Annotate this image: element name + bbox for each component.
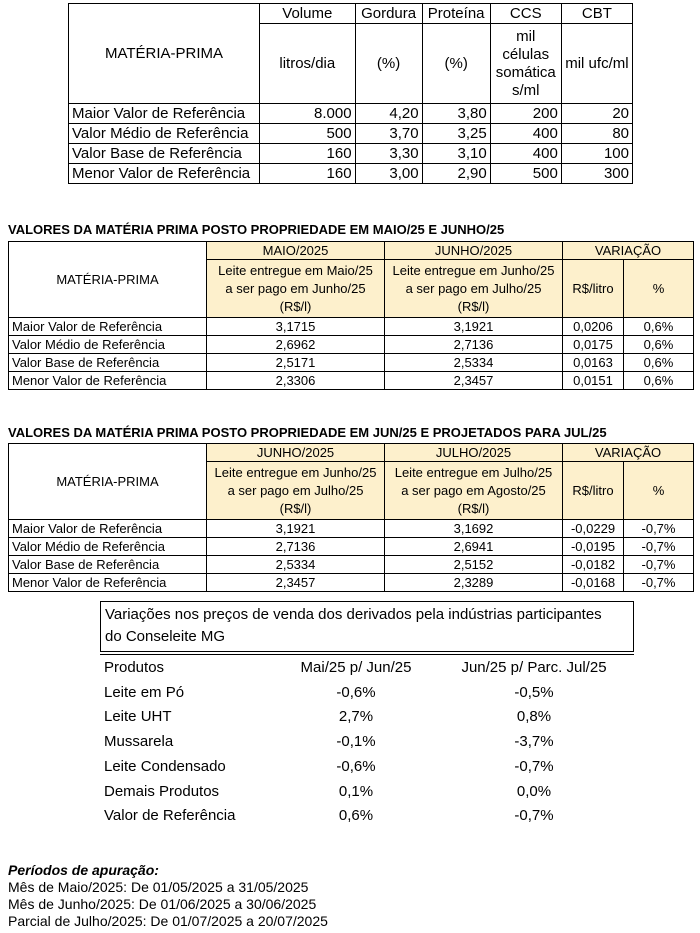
col-header-gordura: Gordura <box>355 4 422 24</box>
table-row: Valor Médio de Referência 2,7136 2,6941 -0,0195 -0,7% <box>9 538 694 556</box>
period-line: Parcial de Julho/2025: De 01/07/2025 a 20/07/2025 <box>8 913 328 929</box>
col-header-cbt: CBT <box>561 4 632 24</box>
unit-volume: litros/dia <box>260 24 356 104</box>
col-header-junho: JUNHO/2025 <box>385 242 563 260</box>
section-title-maio-junho: VALORES DA MATÉRIA PRIMA POSTO PROPRIEDADE EM MAIO/25 E JUNHO/25 <box>8 222 505 237</box>
table-row: Menor Valor de Referência 160 3,00 2,90 500 300 <box>69 164 633 184</box>
table-row: Leite UHT 2,7% 0,8% <box>104 708 552 726</box>
row-header: MATÉRIA-PRIMA <box>9 444 207 520</box>
sub-header-rs-litro: R$/litro <box>563 260 624 318</box>
sub-header-rs-litro: R$/litro <box>563 462 624 520</box>
table-row: Maior Valor de Referência 8.000 4,20 3,80 200 20 <box>69 104 633 124</box>
col-header-maio: MAIO/2025 <box>207 242 385 260</box>
unit-ccs: mil células somática s/ml <box>490 24 561 104</box>
table-row: Valor de Referência 0,6% -0,7% <box>104 807 554 825</box>
table-row: Maior Valor de Referência 3,1715 3,1921 0,0206 0,6% <box>9 318 694 336</box>
col-header-proteina: Proteína <box>422 4 490 24</box>
table-row: Valor Base de Referência 2,5171 2,5334 0,0163 0,6% <box>9 354 694 372</box>
periods-footer <box>8 862 328 930</box>
unit-proteina: (%) <box>422 24 490 104</box>
prices-jun-jul-table <box>8 443 694 592</box>
sub-header-julho: Leite entregue em Julho/25 a ser pago em Agosto/25 (R$/l) <box>385 462 563 520</box>
table-row: Menor Valor de Referência 2,3306 2,3457 0,0151 0,6% <box>9 372 694 390</box>
table-row: Menor Valor de Referência 2,3457 2,3289 -0,0168 -0,7% <box>9 574 694 592</box>
row-header: MATÉRIA-PRIMA <box>69 4 260 104</box>
reference-parameters-table <box>68 3 633 184</box>
derivatives-caption: Variações nos preços de venda dos derivados pela indústrias participantes do Conseleite MG <box>100 601 634 652</box>
table-row: Valor Médio de Referência 500 3,70 3,25 400 80 <box>69 124 633 144</box>
table-row: Maior Valor de Referência 3,1921 3,1692 -0,0229 -0,7% <box>9 520 694 538</box>
col-header-variacao: VARIAÇÃO <box>563 242 694 260</box>
periods-heading: Períodos de apuração: <box>8 862 159 878</box>
table-row: Valor Base de Referência 2,5334 2,5152 -0,0182 -0,7% <box>9 556 694 574</box>
col-header-variacao: VARIAÇÃO <box>563 444 694 462</box>
table-row: Demais Produtos 0,1% 0,0% <box>104 782 552 800</box>
unit-cbt: mil ufc/ml <box>561 24 632 104</box>
derivatives-variation-table <box>100 656 634 829</box>
col-header-junho: JUNHO/2025 <box>207 444 385 462</box>
divider <box>100 654 634 655</box>
sub-header-junho: Leite entregue em Junho/25 a ser pago em Julho/25 (R$/l) <box>207 462 385 520</box>
table-row: Leite Condensado -0,6% -0,7% <box>104 757 554 775</box>
col-header-julho: JULHO/2025 <box>385 444 563 462</box>
period-line: Mês de Maio/2025: De 01/05/2025 a 31/05/2025 <box>8 879 309 895</box>
table-row: Leite em Pó -0,6% -0,5% <box>104 683 554 701</box>
col-header-ccs: CCS <box>490 4 561 24</box>
sub-header-percent: % <box>624 462 694 520</box>
sub-header-percent: % <box>624 260 694 318</box>
table-header-row: Produtos Mai/25 p/ Jun/25 Jun/25 p/ Parc. Jul/25 <box>104 659 607 676</box>
table-row: Valor Base de Referência 160 3,30 3,10 400 100 <box>69 144 633 164</box>
row-header: MATÉRIA-PRIMA <box>9 242 207 318</box>
table-row: Mussarela -0,1% -3,7% <box>104 733 554 751</box>
unit-gordura: (%) <box>355 24 422 104</box>
col-header-volume: Volume <box>260 4 356 24</box>
section-title-jun-jul: VALORES DA MATÉRIA PRIMA POSTO PROPRIEDADE EM JUN/25 E PROJETADOS PARA JUL/25 <box>8 425 607 440</box>
sub-header-maio: Leite entregue em Maio/25 a ser pago em Junho/25 (R$/l) <box>207 260 385 318</box>
table-row: Valor Médio de Referência 2,6962 2,7136 0,0175 0,6% <box>9 336 694 354</box>
prices-maio-junho-table <box>8 241 694 390</box>
period-line: Mês de Junho/2025: De 01/06/2025 a 30/06/2025 <box>8 896 317 912</box>
sub-header-junho: Leite entregue em Junho/25 a ser pago em Julho/25 (R$/l) <box>385 260 563 318</box>
